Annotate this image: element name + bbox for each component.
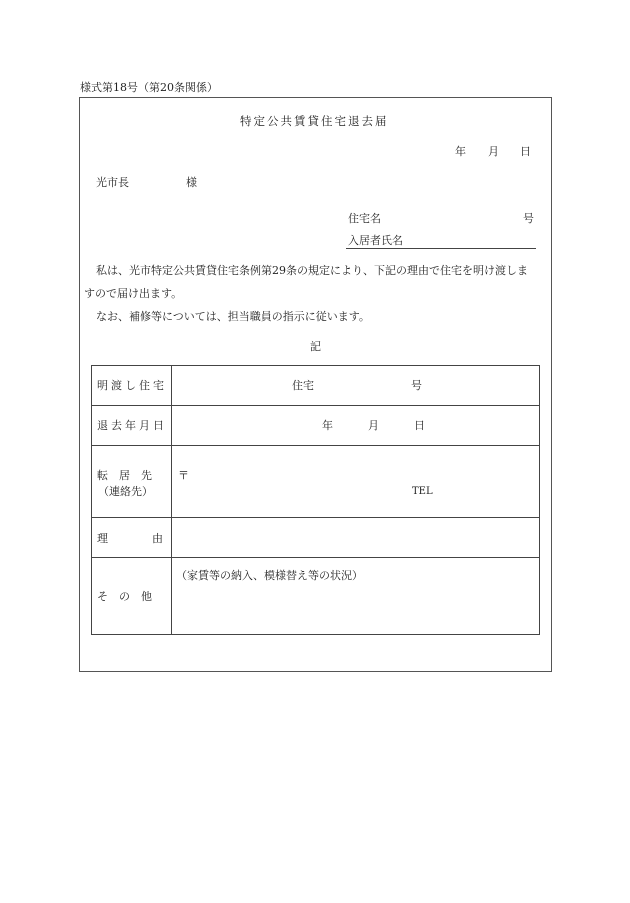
body-line-3: なお、補修等については、担当職員の指示に従います。 [96,310,370,323]
date-month-label: 月 [488,145,499,158]
ki-label: 記 [310,340,321,353]
resident-name-label: 入居者氏名 [348,234,403,247]
vacated-residence-prefix: 住宅 [292,379,314,392]
new-address-sublabel: （連絡先） [98,485,153,498]
new-address-label: 転 居 先 [97,469,152,482]
addressee-mayor: 光市長 [96,176,129,189]
body-line-2: すので届け出ます。 [84,287,183,300]
vacated-residence-label: 明渡し住宅 [97,379,167,392]
body-line-1: 私は、光市特定公共賃貸住宅条例第29条の規定により、下記の理由で住宅を明け渡しま [96,264,528,277]
resident-name-underline [346,248,536,249]
reason-label: 理 由 [97,532,163,545]
addressee-honorific: 様 [186,176,197,189]
residence-name-label: 住宅名 [348,212,381,225]
date-day-label: 日 [520,145,531,158]
postal-mark: 〒 [178,469,189,482]
date-year-label: 年 [455,145,466,158]
tel-label: TEL [412,486,433,497]
vacate-date-year: 年 [322,419,333,432]
other-note: （家賃等の納入、模様替え等の状況） [176,569,363,582]
vacated-residence-suffix: 号 [411,379,422,392]
other-label: そ の 他 [97,590,152,603]
vacate-date-month: 月 [368,419,379,432]
vacate-date-day: 日 [414,419,425,432]
form-title: 特定公共賃貸住宅退去届 [240,114,389,128]
table-row-divider [91,405,540,406]
form-number: 様式第18号（第20条関係） [80,81,218,94]
residence-number-suffix: 号 [523,212,534,225]
table-row-divider [91,557,540,558]
table-row-divider [91,517,540,518]
table-row-divider [91,445,540,446]
vacate-date-label: 退去年月日 [97,419,167,432]
